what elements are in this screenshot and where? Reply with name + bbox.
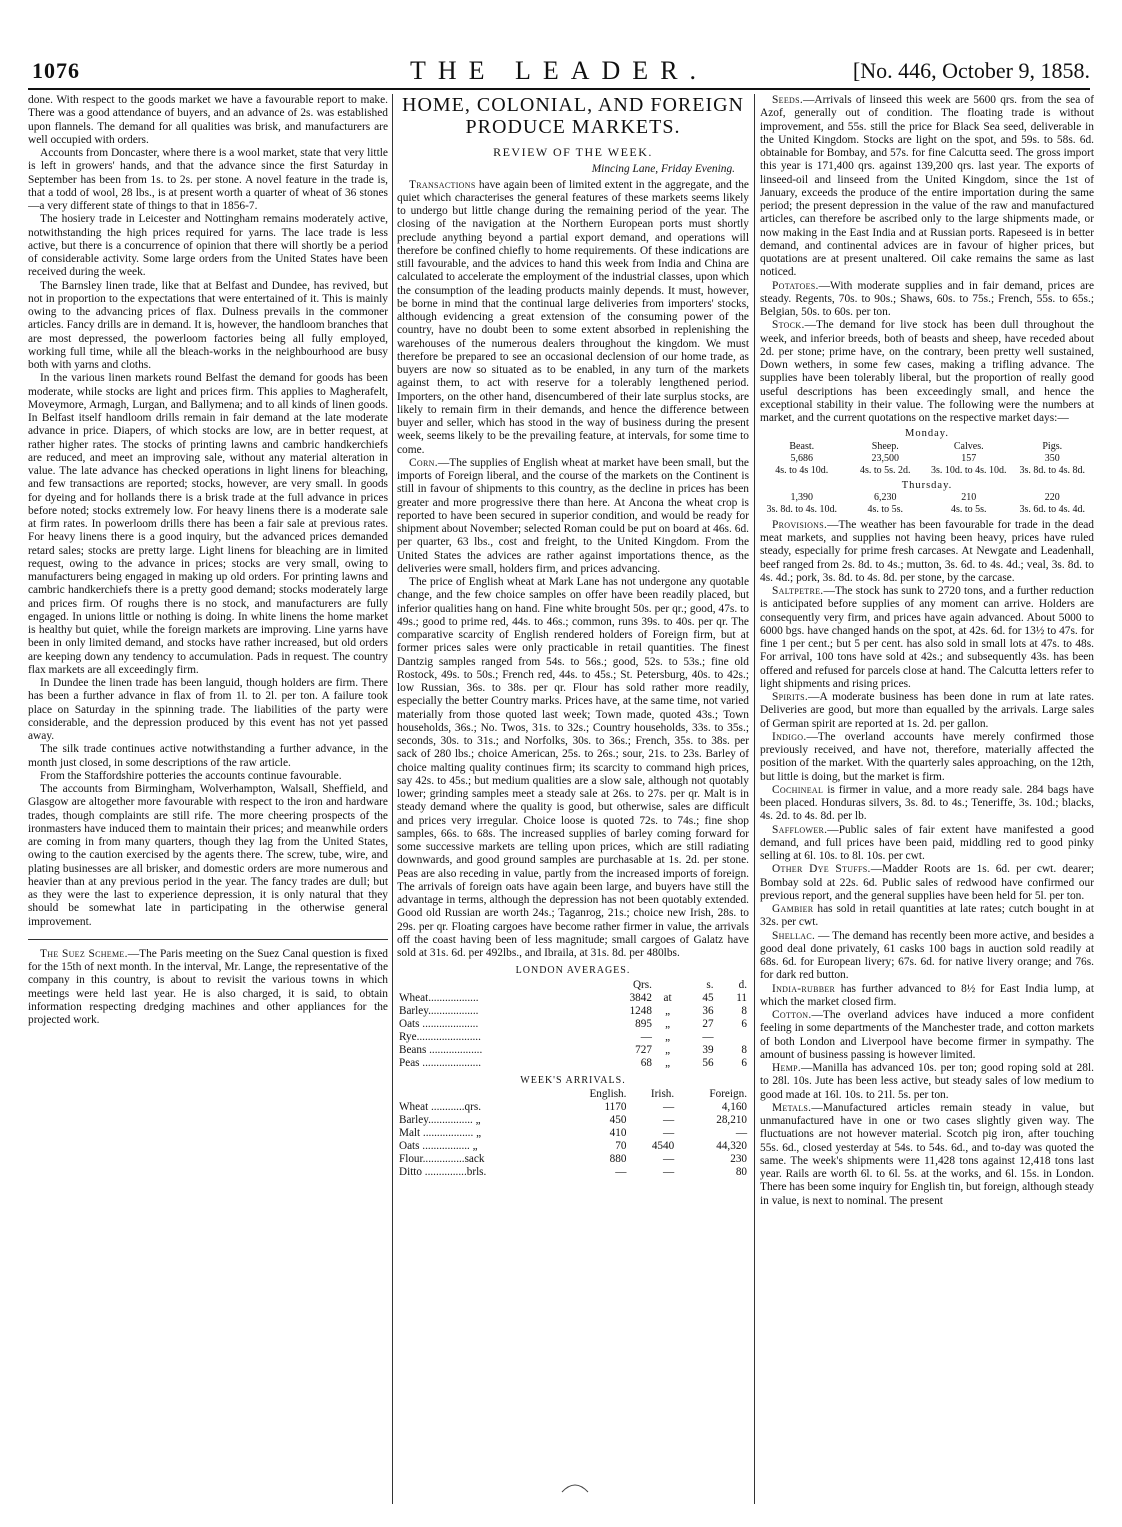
- table-cell: 11: [736, 991, 747, 1004]
- livestock-count: 1,390: [790, 491, 813, 503]
- monday-counts: [760, 453, 1094, 465]
- table-cell: —: [615, 1165, 627, 1178]
- cotton-label: Cotton.: [772, 1009, 812, 1021]
- cochineal-paragraph: [760, 784, 1094, 824]
- masthead: [28, 54, 1090, 90]
- seeds-text: —Arrivals of linseed this week are 5600 qrs. from the sea of Azof, generally out of condition. The floating trade is without improvement, and 55s. still the price for Black Sea seed, deliverable in the United Kingdom. Stocks are light on the spot, and 59s. to 58s. 6d. obtainable for Bombay, and 57s. for fine Calcutta seed. The gross import this year is 171,400 qrs. against 139,200 qrs. last year. The exports of linseed-oil and linseed from the United Kingdom, since the 1st of January, exceeds the produce of the entire importation during the same period; the present depression in the value of the raw and manufactured articles, can therefore be ascribed only to the large shipments made, or now making in the East India and at Russian ports. Rapeseed is in better demand, and continental advices are in favour of higher prices, but quotations are at present unaltered. Oil cake remains the same as last noticed.: [760, 94, 1094, 279]
- table-cell: Malt .................. „: [399, 1126, 482, 1139]
- shellac-text: — The demand has recently been more active, and besides a good deal done privately, 61 casks 100 bags in auction sold readily at 68s. 6d. for European livery; 67s. 6d. for native livery orange; and 76s. for dark red button.: [760, 929, 1094, 982]
- metals-text: —Manufactured articles remain steady in value, but unmanufactured have in one or two cases slightly given way. The fluctuations are not however material. Scotch pig iron, after touching 55s. 6d., closed yesterday at 54s. to 54s. 6d., and to-day was quoted the same. The week's shipments were 11,428 tons against 12,418 tons last year. Rails are worth 6l. to 6l. 5s. at the works, and 6l. 15s. in London. There has been some inquiry for English tin, but foreign, although steady in value, is next to nominal. The present: [760, 1101, 1094, 1207]
- spirits-paragraph: [760, 691, 1094, 731]
- table-row: [397, 1127, 749, 1140]
- averages-table: [397, 979, 749, 1070]
- table-row: [397, 1153, 749, 1166]
- livestock-headers: [760, 441, 1094, 453]
- livestock-count: 6,230: [874, 491, 897, 503]
- table-cell: 6: [741, 1017, 747, 1030]
- saltpetre-label: Saltpetre.: [772, 585, 824, 597]
- table-header-row: [397, 979, 749, 992]
- table-header: [397, 979, 594, 992]
- livestock-header: Pigs.: [1042, 440, 1063, 452]
- livestock-price: 4s. to 5s.: [950, 503, 987, 515]
- cotton-paragraph: [760, 1009, 1094, 1062]
- table-cell: Oats ................. „: [399, 1139, 478, 1152]
- table-cell: 4,160: [721, 1100, 747, 1113]
- table-cell: 230: [730, 1152, 747, 1165]
- seeds-paragraph: [760, 94, 1094, 280]
- thursday-counts: [760, 492, 1094, 504]
- table-cell: 1248: [629, 1004, 652, 1017]
- table-cell: 39: [702, 1043, 714, 1056]
- paragraph: The Barnsley linen trade, like that at Belfast and Dundee, has revived, but not in proportion to the expectations that were entertained of it. This is mainly owing to the advancing prices of flax. Dulness prevails in the commoner articles. Fancy drills are in demand. It is, however, the handloom branches that are most depressed, the powerloom factories being all fully employed, working full time, while all the bleach-works in the neighbourhood are busy both with yarns and cloths.: [28, 279, 388, 371]
- column-one: [28, 94, 388, 1499]
- table-cell: —: [663, 1126, 675, 1139]
- table-cell: 8: [741, 1004, 747, 1017]
- table-cell: 727: [635, 1043, 652, 1056]
- corn-label: Corn.: [409, 456, 438, 469]
- potatoes-label: Potatoes.: [772, 279, 819, 292]
- table-header: English.: [589, 1087, 627, 1100]
- dye-paragraph: [760, 863, 1094, 903]
- transactions-text: have again been of limited extent in the aggregate, and the quiet which characterises the general features of these markets seems likely to undergo but little change during the remaining period of the year. The closing of the navigation at the Northern European ports must shortly preclude anything beyond a partial export demand, and operations will therefore be confined chiefly to home requirements. Of these indications are still favourable, and the advices to hand this week from India and China are calculated to accelerate the employment of the industrial classes, upon which the consumption of the leading products mainly depends. It must, however, be borne in mind that the continual large deliveries from importers' stocks, although evidencing a great extension of the consuming power of the country, have no doubt been to some extent absorbed in replenishing the warehouses of the numerous dealers throughout the kingdom. We must therefore be prepared to see an occasional declension of our home trade, as buyers are now so situated as to be enabled, in any turn of the markets against them, to act with reserve for a tolerably lengthened period. Importers, on the other hand, disencumbered of their late surplus stocks, are likely to remain firm in their demands, and hence the difference between buyer and seller, which has stood in the way of business during the present week, seems likely to be the prevailing feature, at intervals, for some time to come.: [397, 178, 749, 456]
- table-cell: „: [665, 1030, 671, 1043]
- table-cell: —: [640, 1030, 652, 1043]
- table-cell: 28,210: [716, 1113, 747, 1126]
- table-cell: —: [735, 1126, 747, 1139]
- table-row: [397, 1101, 749, 1114]
- table-cell: 36: [702, 1004, 714, 1017]
- livestock-price: 4s. to 4s 10d.: [775, 464, 829, 476]
- livestock-count: 350: [1044, 452, 1060, 464]
- table-cell: Wheat..................: [399, 991, 479, 1004]
- table-row: [397, 1114, 749, 1127]
- cotton-text: —The overland advices have induced a more confident feeling in some departments of the Manchester trade, and cotton markets of both London and Liverpool have become firmer in sympathy. The amount of business passing is however limited.: [760, 1009, 1094, 1061]
- stock-text: —The demand for live stock has been dull throughout the week, and inferior breeds, both of beasts and sheep, have receded about 2d. per stone; prime have, on the contrary, been pretty well sustained, Down wethers, in some few cases, making a trifling advance. The supplies have been tolerably liberal, but the proportion of really good useful descriptions has been exceedingly small, and hence the exceptional stability in their value. The following were the numbers at market, and the current quotations on the respective market days:—: [760, 319, 1094, 424]
- cochineal-text: is firmer in value, and a more ready sale. 284 bags have been placed. Honduras silvers, 3s. 8d. to 4s.; Teneriffe, 3s. 10d.; blacks, 4s. 2d. to 4s. 8d. per lb.: [760, 783, 1094, 823]
- livestock-count: 23,500: [871, 452, 899, 464]
- table-cell: Oats ....................: [399, 1017, 479, 1030]
- safflower-label: Safflower.: [772, 823, 828, 836]
- paragraph: The accounts from Birmingham, Wolverhampton, Walsall, Sheffield, and Glasgow are altogether more favourable with respect to the iron and hardware trades, though complaints are still rife. The more cheering prospects of the ironmasters have induced them to maintain their prices; and meanwhile orders are coming in from many quarters, though they lag from the United States, owing to the caution exercised by the agents there. The screw, tube, wire, and plating businesses are all brisker, and domestic orders are more numerous and heavier than at any previous period in the year. The fancy trades are dull; but as they were the last to experience depression, it is only natural that they should be somewhat late in participating in the otherwise general improvement.: [28, 783, 388, 928]
- table-header: Foreign.: [709, 1087, 747, 1100]
- paragraph: From the Staffordshire potteries the accounts continue favourable.: [40, 769, 342, 782]
- livestock-price: 3s. 8d. to 4s. 8d.: [1019, 464, 1086, 476]
- page-number: 1076: [32, 58, 80, 83]
- column-rule-left: [392, 94, 393, 1504]
- potatoes-text: —With moderate supplies and in fair demand, prices are steady. Regents, 70s. to 90s.; Shaws, 60s. to 75s.; French, 55s. to 65s.; Belgian, 50s. to 60s. per ton.: [760, 279, 1094, 318]
- suez-paragraph: [28, 948, 388, 1028]
- table-cell: „: [665, 1043, 671, 1056]
- suez-label: The Suez Scheme.: [40, 947, 128, 960]
- rubber-text: has further advanced to 8½ for East India lump, at which the market closed firm.: [760, 982, 1094, 1008]
- section-divider: [28, 939, 388, 940]
- section-subheading: REVIEW OF THE WEEK.: [493, 145, 653, 159]
- livestock-price: 4s. to 5s. 2d.: [859, 464, 911, 476]
- seeds-label: Seeds.: [772, 94, 803, 106]
- arrivals-table: [397, 1088, 749, 1179]
- column-three: [760, 94, 1094, 1499]
- table-header: [397, 1088, 557, 1101]
- table-cell: 895: [635, 1017, 652, 1030]
- shellac-paragraph: [760, 930, 1094, 983]
- column-rule-right: [754, 94, 755, 1504]
- provisions-label: Provisions.: [772, 518, 828, 531]
- livestock-count: 5,686: [790, 452, 813, 464]
- paragraph: In the various linen markets round Belfast the demand for goods has been moderate, while stocks are light and prices firm. This applies to Magherafelt, Moveymore, Armagh, Lurgan, and Ballymena; and to all kinds of linen goods. In Belfast itself handloom drills remain in fair demand at the late moderate advance in price. Diapers, of which stocks are low, are in better request, at rather higher rates. The stocks of printing lawns and cambric handkerchiefs are reduced, and meet an improving sale, without any material alteration in value. The late advance has checked operations in light linens for bleaching, and few transactions are reported; stocks, however, are very small. In goods for dyeing and for hollands there is a brisk trade at the full advance in prices before noted; stocks extremely low. For heavy linens there is a moderate sale at firm rates. In powerloom drills there has been a fair sale at previous rates. For heavy linens there is a good inquiry, but the advanced prices demanded retard sales; stocks are pretty large. Light linens for bleaching are in limited request, owing to the advance in prices; stocks are very small, owing to manufacturers being engaged in making up old orders. For printing lawns and cambric handkerchiefs there is a pretty good demand; stocks moderately large and prices firm. Of roughs there is no stock, and manufacturers are fully engaged. In unions little or nothing is doing. In white linens the home market is healthy but quiet, while the foreign markets are improving. Line yarns have been in only limited demand, and stocks have rather increased, but old orders are keeping down any tendency to accumulation. Pads in request. The country flax markets are all exceedingly firm.: [28, 372, 388, 676]
- indigo-text: —The overland accounts have merely confirmed those previously received, and have not, therefore, materially affected the position of the market. With the quarterly sales approaching, on the 12th, but little is doing, but the market is firm.: [760, 730, 1094, 783]
- table-cell: 410: [609, 1126, 627, 1139]
- table-cell: 450: [609, 1113, 627, 1126]
- livestock-count: 157: [961, 452, 977, 464]
- dye-label: Other Dye Stuffs.: [772, 863, 871, 876]
- table-header: [654, 979, 681, 992]
- wheat-paragraph: The price of English wheat at Mark Lane has not undergone any quotable change, and the few choice samples on offer have been readily placed, but inferior qualities hang on hand. Fine white brought 50s. per qr.; good, 47s. to 49s.; good to prime red, 44s. to 46s.; common, runs 39s. to 40s. per qr. The comparative scarcity of English rendered holders of Foreign firm, but at former prices sales were only practicable in retail quantities. The finest Dantzig samples ranged from 54s. to 56s.; good, 52s. to 53s.; fine old Rostock, 49s. to 50s.; French red, 44s. to 45s.; St. Petersburg, 40s. to 42s.; low Russian, 36s. to 38s. per qr. Flour has sold rather more readily, especially the better Country marks. Prices have, at the same time, not varied materially from those quoted last week; Town made, quoted 43s.; Town households, 36s.; No. Twos, 31s. to 32s.; Country households, 33s. to 35s.; seconds, 30s. to 31s.; and Norfolks, 30s. to 36s.; French, 35s. to 38s. per sack of 280 lbs.; choice American, 25s. to 26s.; sour, 21s. to 23s. Barley of choice malting quality continues firm; its scarcity to command high prices, say 42s. to 45s.; but medium qualities are a slow sale, although not quotably lower; grinding samples meet a steady sale at 26s. to 27s. per qr. Malt is in steady demand where the quality is good, but otherwise, sales are difficult and prices very irregular. Choice loose is quoted 72s. to 74s.; fine shop samples, 66s. to 68s. The increased supplies of barley coming forward for some successive markets are telling upon prices, which are still radiating downwards, and good ground samples are purchasable at 1s. 2d. per stone. Peas are also receding in value, partly from the increased imports of foreign. The arrivals of foreign oats have again been large, and buyers have still the advantage in terms, although the depression has not been quotably extended. Good old Russian are worth 24s.; Taganrog, 21s.; choice new Irish, 28s. to 29s. per qr. Floating cargoes have become rather firmer in value, the arrivals off the coast having been of less magnitude; small cargoes of Galatz have sold at 31s. 6d. per 492lbs., and Ibraila, at 31s. 8d. per 480lbs.: [397, 576, 749, 959]
- rubber-paragraph: [760, 983, 1094, 1010]
- table-cell: 27: [702, 1017, 714, 1030]
- table-row: [397, 1031, 749, 1044]
- paragraph: done. With respect to the goods market we have a favourable report to make. There was a good attendance of buyers, and an advance of 2s. was established upon flannels. The demand for all qualities was brisk, and manufacturers are well occupied with orders.: [28, 94, 388, 146]
- table-row: [397, 1057, 749, 1070]
- safflower-text: —Public sales of fair extent have manifested a good demand, and full prices have been paid, middling red to good pinky selling at 6l. 10s. to 8l. 10s. per cwt.: [760, 823, 1094, 862]
- table-row: [397, 1018, 749, 1031]
- table-cell: 70: [615, 1139, 627, 1152]
- saltpetre-paragraph: [760, 585, 1094, 691]
- table-cell: Rye.......................: [399, 1030, 481, 1043]
- column-two: [397, 94, 749, 1499]
- corn-text: —The supplies of English wheat at market have been small, but the imports of Foreign liberal, and the course of the markets on the Continent is still in favour of shipments to this country, as the decline in prices has been greater and more progressive there than here. At Ancona the wheat crop is reported to have been secured in superior condition, and would be ready for shipment about November; selected Roman could be put on board at 46s. 6d. per quarter, 63 lbs., cost and freight, to the United Kingdom. From the United States the advices are rather against importations thence, as the deliveries were small, holders firm, and prices advancing.: [397, 456, 749, 575]
- table-cell: 80: [735, 1165, 747, 1178]
- indigo-paragraph: [760, 731, 1094, 784]
- paragraph: Accounts from Doncaster, where there is a wool market, state that very little is left in growers' hands, and that the advance since the first Saturday in September has been from 1s. to 2s. per stone. A novel feature in the trade is, that a todd of wool, 28 lbs., is at present worth a quarter of wheat of 36 stones—a very different state of things to that in 1856-7.: [28, 147, 388, 212]
- table-cell: Barley................ „: [399, 1113, 481, 1126]
- table-row: [397, 1140, 749, 1153]
- table-cell: Barley..................: [399, 1004, 479, 1017]
- stock-label: Stock.: [772, 319, 805, 332]
- table-cell: „: [665, 1056, 671, 1069]
- paragraph: The hosiery trade in Leicester and Nottingham remains moderately active, notwithstanding the high prices required for yarns. The lace trade is less active, but there is a concurrence of opinion that there will shortly be a period of considerable activity. Some large orders from the United States have been received during the week.: [28, 213, 388, 279]
- livestock-price: 3s. 6d. to 4s. 4d.: [1019, 503, 1086, 515]
- livestock-price: 4s. to 5s.: [867, 503, 904, 515]
- table-row: [397, 1166, 749, 1179]
- table-cell: at: [663, 991, 672, 1004]
- table-cell: 6: [741, 1056, 747, 1069]
- table-cell: —: [663, 1113, 675, 1126]
- transactions-label: Transactions: [409, 178, 476, 191]
- table-header: Irish.: [650, 1087, 675, 1100]
- table-cell: 8: [741, 1043, 747, 1056]
- hemp-paragraph: [760, 1062, 1094, 1102]
- table-cell: 44,320: [716, 1139, 747, 1152]
- dateline: Mincing Lane, Friday Evening.: [591, 163, 735, 176]
- table-cell: —: [663, 1165, 675, 1178]
- livestock-price: 3s. 10d. to 4s. 10d.: [930, 464, 1007, 476]
- table-cell: Wheat ............qrs.: [399, 1100, 482, 1113]
- table-cell: —: [702, 1030, 714, 1043]
- table-cell: Ditto ...............brls.: [399, 1165, 487, 1178]
- livestock-count: 220: [1044, 491, 1060, 503]
- dye-text: —Madder Roots are 1s. 6d. per cwt. dearer; Bombay sold at 22s. 6d. Public sales of redwood have confirmed our previous report, and the general supplies have been held for 5l. per ton.: [760, 863, 1094, 902]
- transactions-paragraph: [397, 179, 749, 457]
- stock-paragraph: [760, 319, 1094, 425]
- table-cell: Peas .....................: [399, 1056, 482, 1069]
- monday-prices: [760, 465, 1094, 477]
- table-cell: —: [663, 1100, 675, 1113]
- livestock-header: Sheep.: [871, 440, 899, 452]
- provisions-paragraph: [760, 519, 1094, 585]
- thursday-label: Thursday.: [901, 479, 953, 491]
- gambier-paragraph: [760, 903, 1094, 930]
- newspaper-title: THE LEADER.: [409, 56, 709, 85]
- safflower-paragraph: [760, 824, 1094, 864]
- monday-label: Monday.: [905, 428, 949, 440]
- hemp-label: Hemp.: [772, 1062, 802, 1074]
- issue-info: [No. 446, October 9, 1858.: [852, 58, 1090, 83]
- table-cell: —: [663, 1152, 675, 1165]
- ornament-flourish-icon: [560, 1480, 590, 1494]
- rubber-label: India-rubber: [772, 982, 836, 995]
- gambier-text: has sold in retail quantities at late rates; cutch bought in at 32s. per cwt.: [760, 903, 1094, 929]
- table-cell: 3842: [629, 991, 652, 1004]
- spirits-label: Spirits.: [772, 691, 809, 703]
- table-cell: 45: [702, 991, 714, 1004]
- averages-title: LONDON AVERAGES.: [515, 965, 631, 977]
- table-cell: Flour...............sack: [399, 1152, 485, 1165]
- livestock-header: Beast.: [789, 440, 815, 452]
- livestock-header: Calves.: [953, 440, 984, 452]
- arrivals-title: WEEK'S ARRIVALS.: [520, 1074, 626, 1086]
- table-cell: 68: [640, 1056, 652, 1069]
- indigo-label: Indigo.: [772, 730, 807, 743]
- table-row: [397, 1044, 749, 1057]
- paragraph: The silk trade continues active notwithstanding a further advance, in the month just closed, in some descriptions of the raw article.: [28, 743, 388, 769]
- table-row: [397, 1005, 749, 1018]
- metals-paragraph: [760, 1102, 1094, 1208]
- provisions-text: —The weather has been favourable for trade in the dead meat markets, and supplies not having been heavy, prices have ruled steady, especially for prime fresh carcases. At Newgate and Leadenhall, beef ranged from 2s. 8d. to 4s.; mutton, 3s. 6d. to 4s. 4d.; veal, 3s. 8d. to 4s. 4d.; pork, 3s. 8d. to 4s. 8d. per stone, by the carcase.: [760, 518, 1094, 584]
- saltpetre-text: —The stock has sunk to 2720 tons, and a further reduction is anticipated before supplies of any moment can arrive. Holders are consequently very firm, and prices have again advanced. About 5000 to 6000 bgs. have changed hands on the spot, at 42s. 6d. for 13½ to 47s. for fine 1 per cent.; but 5 per cent. has also sold in small lots at 47s. to 48s. For arrival, 100 tons have sold at 42s.; and subsequently 43s. has been offered and refused for parcels close at hand. The Calcutta letters refer to light shipments and rising prices.: [760, 585, 1094, 690]
- livestock-price: 3s. 8d. to 4s. 10d.: [766, 503, 838, 515]
- paragraph: In Dundee the linen trade has been languid, though holders are firm. There has been a further advance in flax of from 1l. to 2l. per ton. A failure took place on Saturday in the spinning trade. The liabilities of the party were considerable, and the depression produced by this event has not yet passed away.: [28, 677, 388, 742]
- metals-label: Metals.: [772, 1101, 812, 1114]
- table-cell: Beans ...................: [399, 1043, 483, 1056]
- table-cell: 56: [702, 1056, 714, 1069]
- cochineal-label: Cochineal: [772, 783, 824, 796]
- potatoes-paragraph: [760, 280, 1094, 320]
- table-cell: „: [665, 1017, 671, 1030]
- table-row: [397, 992, 749, 1005]
- shellac-label: Shellac.: [772, 929, 816, 942]
- table-cell: „: [665, 1004, 671, 1017]
- table-cell: 880: [609, 1152, 627, 1165]
- section-heading: HOME, COLONIAL, AND FOREIGN PRODUCE MARKETS.: [402, 94, 744, 138]
- table-cell: [716, 1031, 749, 1044]
- table-cell: 1170: [604, 1100, 627, 1113]
- table-header-row: [397, 1088, 749, 1101]
- livestock-count: 210: [961, 491, 977, 503]
- table-header: s.: [706, 978, 714, 991]
- table-header: Qrs.: [632, 978, 652, 991]
- table-cell: 4540: [651, 1139, 675, 1152]
- corn-paragraph: [397, 457, 749, 576]
- suez-text: —The Paris meeting on the Suez Canal question is fixed for the 15th of next month. In the interval, Mr. Lange, the representative of the company in this country, is about to revisit the various towns in which meetings were held last year. He is also charged, it is said, to obtain information respecting dredging machines and other appliances for the projected work.: [28, 947, 388, 1026]
- gambier-label: Gambier: [772, 903, 814, 915]
- hemp-text: —Manilla has advanced 10s. per ton; good roping sold at 28l. to 28l. 10s. Jute has been less active, but steady sales of low medium to good made at 16l. 10s. to 21l. 5s. per ton.: [760, 1062, 1094, 1101]
- thursday-prices: [760, 504, 1094, 516]
- spirits-text: —A moderate business has been done in rum at late rates. Deliveries are good, but more than equalled by the arrivals. Large sales of German spirit are reported at 1s. 2d. per gallon.: [760, 691, 1094, 730]
- table-header: d.: [738, 978, 747, 991]
